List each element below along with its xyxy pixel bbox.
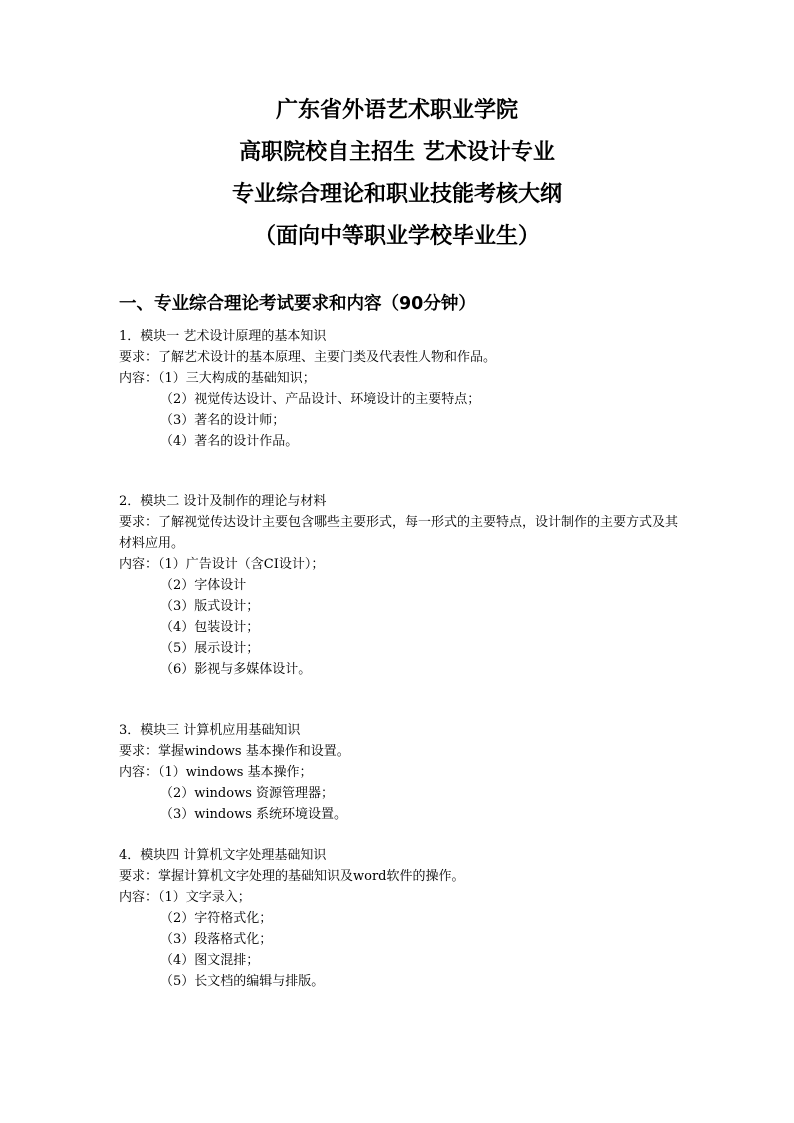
module-content-item: （2）字符格式化； xyxy=(160,911,273,926)
module-4 xyxy=(119,845,679,992)
module-title: 1．模块一 艺术设计原理的基本知识 xyxy=(119,329,327,344)
module-content-item: （4）著名的设计作品。 xyxy=(160,434,299,449)
content-label: 内容： xyxy=(119,765,159,780)
content-item-text: （1）文字录入； xyxy=(158,890,251,905)
module-content-item: （2）字体设计 xyxy=(160,578,247,593)
content-item-text: （1）三大构成的基础知识； xyxy=(158,371,316,386)
module-title: 4．模块四 计算机文字处理基础知识 xyxy=(119,848,327,863)
section-heading: 一、专业综合理论考试要求和内容（90分钟） xyxy=(119,294,476,314)
content-label: 内容： xyxy=(119,890,159,905)
module-content-item xyxy=(119,887,679,908)
content-item-text: （1）广告设计（含CI设计）； xyxy=(158,557,325,572)
module-title: 3．模块三 计算机应用基础知识 xyxy=(119,723,301,738)
document-title-block xyxy=(0,100,794,268)
module-content-item: （5）长文档的编辑与排版。 xyxy=(160,974,325,989)
module-content-item: （6）影视与多媒体设计。 xyxy=(160,662,312,677)
syllabus-title: 专业综合理论和职业技能考核大纲 xyxy=(231,182,562,207)
content-label: 内容： xyxy=(119,557,159,572)
module-1 xyxy=(119,326,679,452)
module-content-item: （2）windows 资源管理器； xyxy=(160,786,335,801)
module-requirement: 要求：了解艺术设计的基本原理、主要门类及代表性人物和作品。 xyxy=(119,350,497,365)
module-content-item: （3）段落格式化； xyxy=(160,932,273,947)
module-content-item: （3）版式设计； xyxy=(160,599,260,614)
module-content-item: （4）图文混排； xyxy=(160,953,260,968)
module-2 xyxy=(119,491,679,680)
module-content-item: （4）包装设计； xyxy=(160,620,260,635)
audience-subtitle: （面向中等职业学校毕业生） xyxy=(253,224,540,249)
module-content-item xyxy=(119,368,679,389)
module-requirement: 要求：了解视觉传达设计主要包含哪些主要形式，每一形式的主要特点，设计制作的主要方式及其材料应用。 xyxy=(119,515,679,551)
module-3 xyxy=(119,720,679,825)
module-content-item: （5）展示设计； xyxy=(160,641,260,656)
content-label: 内容： xyxy=(119,371,159,386)
module-content-item: （2）视觉传达设计、产品设计、环境设计的主要特点； xyxy=(160,392,481,407)
module-content-item: （3）著名的设计师； xyxy=(160,413,286,428)
module-requirement: 要求：掌握windows 基本操作和设置。 xyxy=(119,744,350,759)
school-name: 广东省外语艺术职业学院 xyxy=(275,98,518,123)
module-requirement: 要求：掌握计算机文字处理的基础知识及word软件的操作。 xyxy=(119,869,465,884)
content-item-text: （1）windows 基本操作； xyxy=(158,765,313,780)
program-title: 高职院校自主招生 艺术设计专业 xyxy=(239,140,555,165)
module-title: 2．模块二 设计及制作的理论与材料 xyxy=(119,494,327,509)
module-content-item: （3）windows 系统环境设置。 xyxy=(160,807,348,822)
module-content-item xyxy=(119,554,679,575)
module-content-item xyxy=(119,762,679,783)
